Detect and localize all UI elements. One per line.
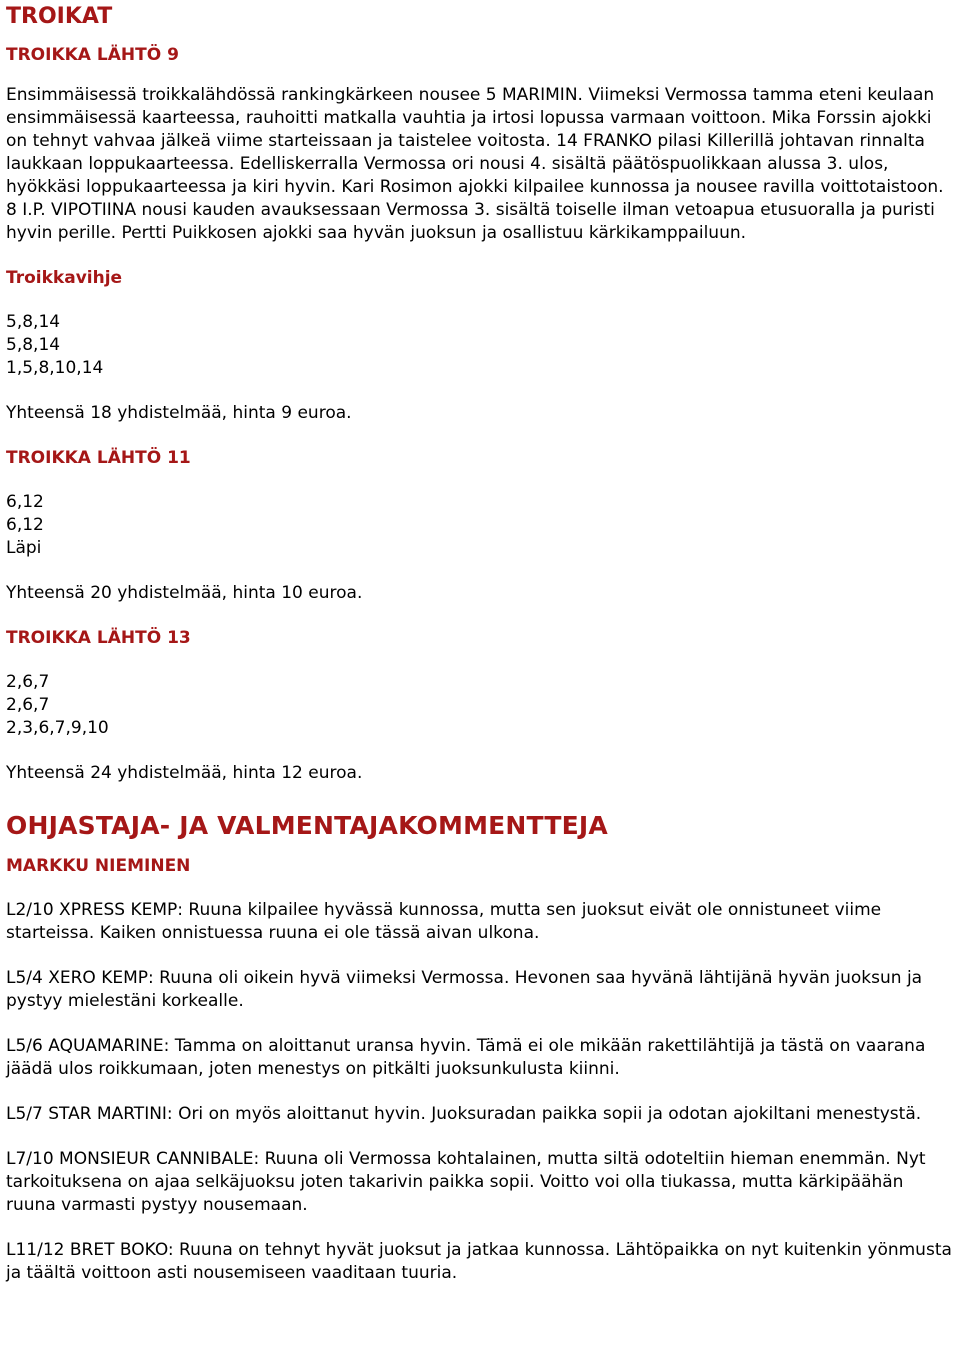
comment-item: L7/10 MONSIEUR CANNIBALE: Ruuna oli Vermossa kohtalainen, mutta siltä odoteltiin hieman enemmän. Nyt tarkoituksena on ajaa selkäjuoksu joten takarivin paikka sopii. Voitto voi olla tiukassa, mutta kärkipäähän ruuna varmasti pystyy nousemaan. xyxy=(6,1149,926,1215)
comment-item: L5/4 XERO KEMP: Ruuna oli oikein hyvä viimeksi Vermossa. Hevonen saa hyvänä lähtijänä hyvän juoksun ja pystyy mielestäni korkealle. xyxy=(6,968,923,1011)
troikkavihje-heading: Troikkavihje xyxy=(6,268,123,288)
comment-item: L2/10 XPRESS KEMP: Ruuna kilpailee hyvässä kunnossa, mutta sen juoksut eivät ole onnistuneet viime starteissa. Kaiken onnistuessa ruuna ei ole tässä aivan ulkona. xyxy=(6,900,882,943)
comment-item: L5/6 AQUAMARINE: Tamma on aloittanut uransa hyvin. Tämä ei ole mikään rakettilähtijä ja tästä on vaarana jäädä ulos roikkumaan, joten menestys on pitkälti juoksunkulusta kiinni. xyxy=(6,1036,926,1079)
lahto11-heading: TROIKKA LÄHTÖ 11 xyxy=(6,448,191,468)
lahto13-line-2: 2,6,7 xyxy=(6,695,50,715)
document-page xyxy=(0,4,954,1285)
lahto9-line-2: 5,8,14 xyxy=(6,335,61,355)
trainer-name: MARKKU NIEMINEN xyxy=(6,856,191,876)
lahto13-heading: TROIKKA LÄHTÖ 13 xyxy=(6,628,191,648)
comment-item: L11/12 BRET BOKO: Ruuna on tehnyt hyvät juoksut ja jatkaa kunnossa. Lähtöpaikka on nyt kuitenkin yönmusta ja täältä voittoon asti nousemiseen vaaditaan tuuria. xyxy=(6,1240,952,1283)
lahto9-line-1: 5,8,14 xyxy=(6,312,61,332)
lahto13-lines xyxy=(6,671,954,740)
comment-item: L5/7 STAR MARTINI: Ori on myös aloittanut hyvin. Juoksuradan paikka sopii ja odotan ajokiltani menestystä. xyxy=(6,1104,922,1124)
lahto9-heading: TROIKKA LÄHTÖ 9 xyxy=(6,45,179,65)
lahto9-paragraph: Ensimmäisessä troikkalähdössä rankingkärkeen nousee 5 MARIMIN. Viimeksi Vermossa tamma eteni keulaan ensimmäisessä kaarteessa, rauhoitti matkalla vauhtia ja irtosi lopussa varmaan voittoon. Mika Forssin ajokki on tehnyt vahvaa jälkeä viime starteissaan ja taistelee voitosta. 14 FRANKO pilasi Killerillä johtavan rinnalta laukkaan loppukaarteessa. Edelliskerralla Vermossa ori nousi 4. sisältä päätöspuolikkaan alussa 3. ulos, hyökkäsi loppukaarteessa ja kiri hyvin. Kari Rosimon ajokki kilpailee kunnossa ja nousee ravilla voittotaistoon. 8 I.P. VIPOTIINA nousi kauden avauksessaan Vermossa 3. sisältä toiselle ilman vetoapua etusuoralla ja puristi hyvin perille. Pertti Puikkosen ajokki saa hyvän juoksun ja osallistuu kärkikamppailuun. xyxy=(6,85,944,243)
lahto11-line-2: 6,12 xyxy=(6,515,44,535)
lahto9-line-3: 1,5,8,10,14 xyxy=(6,358,104,378)
lahto11-lines xyxy=(6,491,954,560)
page-title: TROIKAT xyxy=(6,4,113,29)
lahto13-total: Yhteensä 24 yhdistelmää, hinta 12 euroa. xyxy=(6,763,363,783)
comments-heading: OHJASTAJA- JA VALMENTAJAKOMMENTTEJA xyxy=(6,811,608,840)
lahto9-lines xyxy=(6,311,954,380)
lahto11-total: Yhteensä 20 yhdistelmää, hinta 10 euroa. xyxy=(6,583,363,603)
lahto13-line-3: 2,3,6,7,9,10 xyxy=(6,718,109,738)
lahto9-total: Yhteensä 18 yhdistelmää, hinta 9 euroa. xyxy=(6,403,352,423)
lahto11-line-1: 6,12 xyxy=(6,492,44,512)
lahto11-line-3: Läpi xyxy=(6,538,42,558)
lahto13-line-1: 2,6,7 xyxy=(6,672,50,692)
